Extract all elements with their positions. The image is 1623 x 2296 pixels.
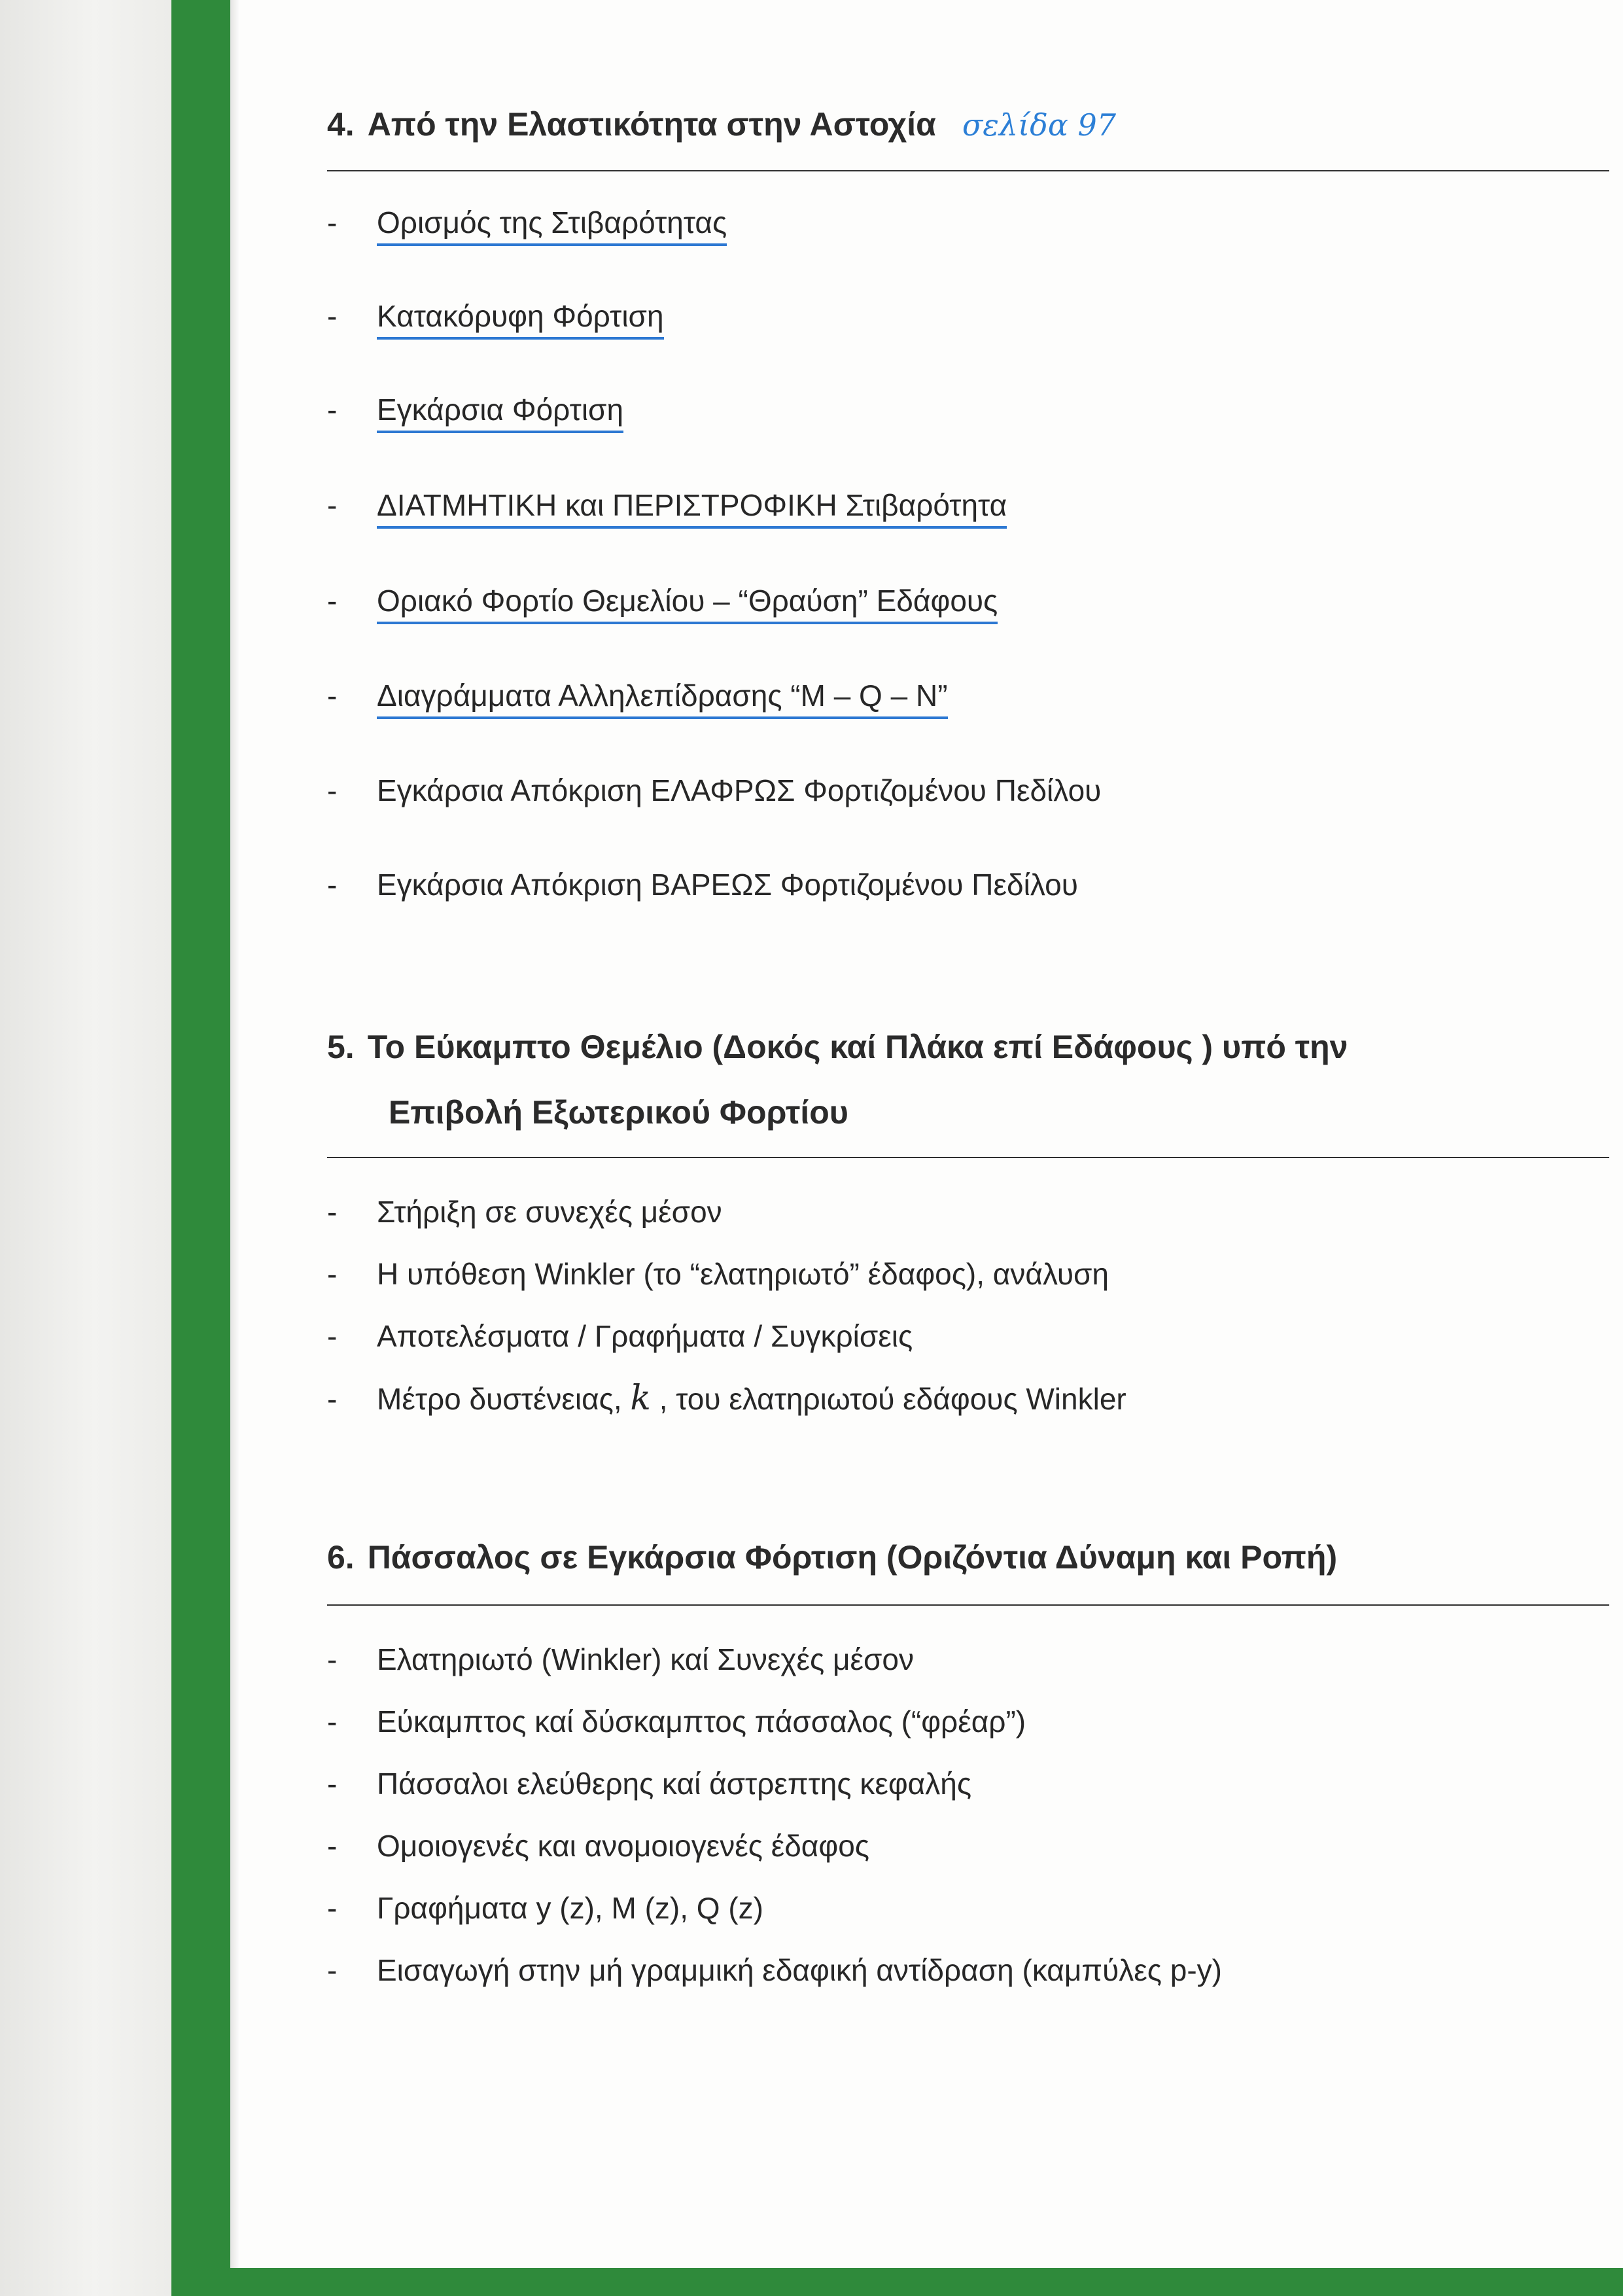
section-4-title	[327, 92, 1609, 158]
section-5-title-line2	[327, 1080, 1609, 1145]
section-5-title	[327, 1014, 1609, 1080]
item-text: Ορισμός της Στιβαρότητας	[377, 203, 727, 246]
dash: -	[327, 1257, 338, 1291]
list-item	[327, 1192, 722, 1231]
dash: -	[327, 773, 338, 807]
section-rule	[327, 1604, 1609, 1606]
list-item	[327, 771, 1101, 810]
item-text: Στήριξη σε συνεχές μέσον	[377, 1195, 722, 1229]
section-rule	[327, 1157, 1609, 1158]
math-symbol-k: k	[630, 1379, 651, 1418]
dash: -	[327, 1891, 338, 1925]
list-item	[327, 1254, 1109, 1294]
list-item	[327, 1764, 971, 1803]
section-number: 5.	[327, 1029, 355, 1065]
item-text: Εισαγωγή στην μή γραμμική εδαφική αντίδραση (καμπύλες p-y)	[377, 1953, 1222, 1987]
dash: -	[327, 679, 338, 713]
section-title-text: Επιβολή Εξωτερικού Φορτίου	[389, 1094, 848, 1131]
item-text: Εύκαμπτος καί δύσκαμπτος πάσσαλος (“φρέαρ”)	[377, 1704, 1026, 1739]
dash: -	[327, 1319, 338, 1353]
dash: -	[327, 1642, 338, 1676]
item-text: Διαγράμματα Αλληλεπίδρασης “M – Q – N”	[377, 676, 948, 719]
green-binder-bottom	[171, 2268, 1623, 2296]
list-item	[327, 1379, 1126, 1419]
handwritten-page-note: σελίδα 97	[962, 107, 1117, 143]
list-item	[327, 676, 948, 719]
item-text: Αποτελέσματα / Γραφήματα / Συγκρίσεις	[377, 1319, 913, 1353]
dash: -	[327, 1704, 338, 1739]
dash: -	[327, 868, 338, 902]
section-5	[327, 1014, 1609, 1418]
item-text: Κατακόρυφη Φόρτιση	[377, 296, 664, 340]
list-item	[327, 1826, 869, 1865]
dash: -	[327, 299, 338, 333]
item-text: Γραφήματα y (z), M (z), Q (z)	[377, 1891, 763, 1925]
section-title-text: Από την Ελαστικότητα στην Αστοχία	[367, 106, 936, 143]
section-rule	[327, 170, 1609, 171]
section-6	[327, 1525, 1609, 1987]
list-item	[327, 1702, 1026, 1741]
dash: -	[327, 1829, 338, 1863]
dash: -	[327, 393, 338, 427]
dash: -	[327, 584, 338, 618]
list-item	[327, 1951, 1222, 1990]
section-title-text: Το Εύκαμπτο Θεμέλιο (Δοκός καί Πλάκα επί Εδάφους ) υπό την	[367, 1029, 1348, 1065]
item-text: ΔΙΑΤΜΗΤΙΚΗ και ΠΕΡΙΣΤΡΟΦΙΚΗ Στιβαρότητα	[377, 486, 1007, 529]
dash: -	[327, 488, 338, 522]
item-text: Ομοιογενές και ανομοιογενές έδαφος	[377, 1829, 869, 1863]
page-shadow	[230, 0, 239, 2268]
dash: -	[327, 205, 338, 239]
item-text: Ελατηριωτό (Winkler) καί Συνεχές μέσον	[377, 1642, 914, 1676]
section-6-title	[327, 1525, 1609, 1590]
section-title-text: Πάσσαλος σε Εγκάρσια Φόρτιση (Οριζόντια Δύναμη και Ροπή)	[367, 1539, 1338, 1576]
list-item	[327, 390, 623, 433]
list-item	[327, 1316, 913, 1356]
list-item	[327, 296, 664, 340]
list-item	[327, 581, 998, 624]
list-item	[327, 486, 1007, 529]
list-item	[327, 865, 1078, 904]
section-4	[327, 92, 1609, 902]
dash: -	[327, 1382, 338, 1416]
dash: -	[327, 1767, 338, 1801]
item-text: Πάσσαλοι ελεύθερης καί άστρεπτης κεφαλής	[377, 1767, 972, 1801]
item-text: Εγκάρσια Απόκριση ΕΛΑΦΡΩΣ Φορτιζομένου Πεδίλου	[377, 773, 1102, 807]
item-text: Εγκάρσια Απόκριση ΒΑΡΕΩΣ Φορτιζομένου Πεδίλου	[377, 868, 1078, 902]
item-text: Οριακό Φορτίο Θεμελίου – “Θραύση” Εδάφους	[377, 581, 998, 624]
green-binder-cover	[171, 0, 230, 2296]
left-margin	[0, 0, 171, 2296]
item-text-part: Μέτρο δυστένειας,	[377, 1382, 622, 1416]
item-text-part: , του ελατηριωτού εδάφους Winkler	[659, 1382, 1126, 1416]
item-text: Η υπόθεση Winkler (το “ελατηριωτό” έδαφος), ανάλυση	[377, 1257, 1109, 1291]
dash: -	[327, 1195, 338, 1229]
item-text: Εγκάρσια Φόρτιση	[377, 390, 623, 433]
list-item	[327, 1640, 914, 1679]
item-text	[377, 1379, 1126, 1419]
dash: -	[327, 1953, 338, 1987]
section-number: 4.	[327, 106, 355, 143]
list-item	[327, 203, 727, 246]
list-item	[327, 1888, 763, 1928]
section-number: 6.	[327, 1539, 355, 1576]
